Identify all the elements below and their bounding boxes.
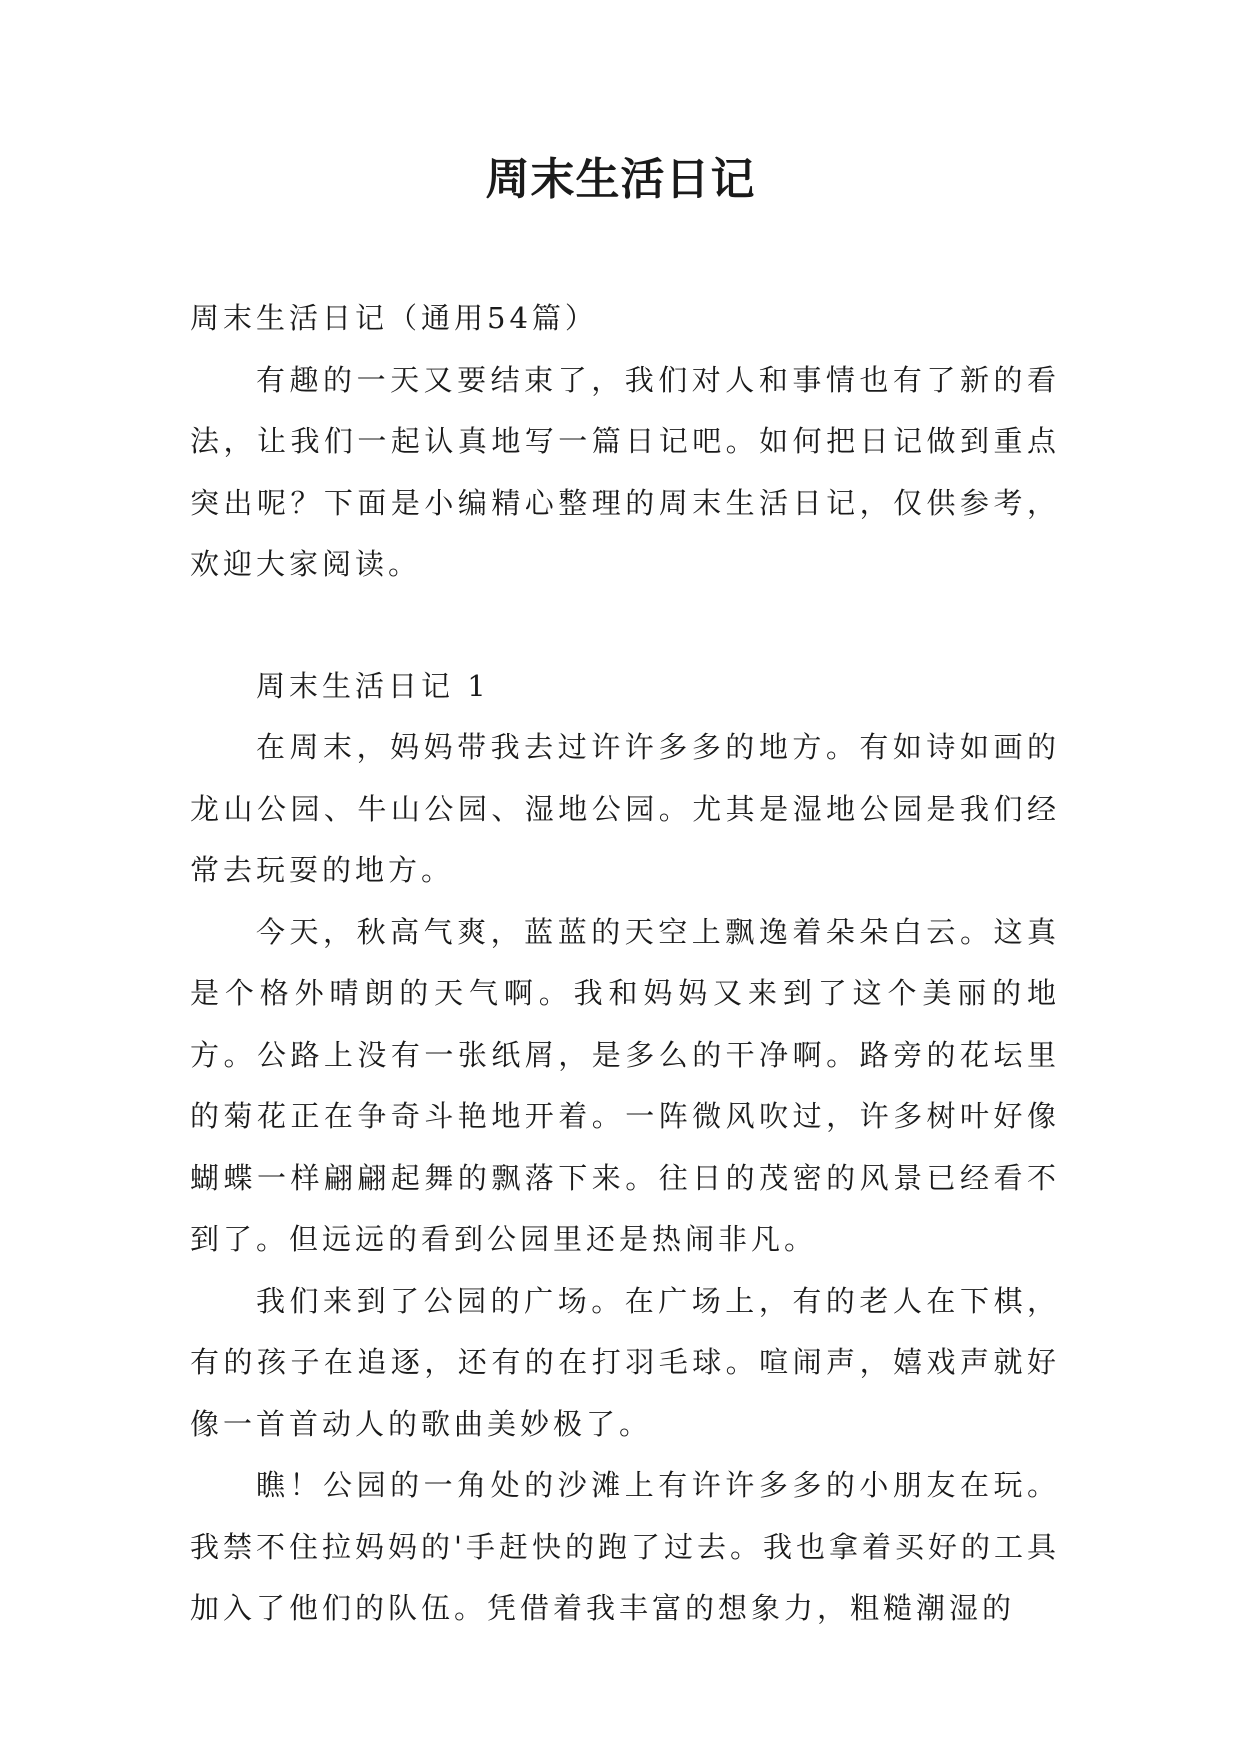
body-paragraph-2: 今天，秋高气爽，蓝蓝的天空上飘逸着朵朵白云。这真是个格外晴朗的天气啊。我和妈妈又来到了这个美丽的地方。公路上没有一张纸屑，是多么的干净啊。路旁的花坛里的菊花正在争奇斗艳地开着。一阵微风吹过，许多树叶好像蝴蝶一样翩翩起舞的飘落下来。往日的茂密的风景已经看不到了。但远远的看到公园里还是热闹非凡。 xyxy=(190,914,1060,1256)
document-body xyxy=(190,288,1060,1640)
section-gap xyxy=(190,596,1060,656)
section-heading: 周末生活日记 1 xyxy=(256,668,490,703)
body-paragraph-1: 在周末，妈妈带我去过许许多多的地方。有如诗如画的龙山公园、牛山公园、湿地公园。尤其是湿地公园是我们经常去玩耍的地方。 xyxy=(190,730,1060,887)
body-paragraph-3: 我们来到了公园的广场。在广场上，有的老人在下棋，有的孩子在追逐，还有的在打羽毛球。喧闹声，嬉戏声就好像一首首动人的歌曲美妙极了。 xyxy=(190,1283,1060,1441)
document-subtitle: 周末生活日记（通用54篇） xyxy=(190,301,598,335)
document-title: 周末生活日记 xyxy=(485,154,756,205)
intro-paragraph: 有趣的一天又要结束了，我们对人和事情也有了新的看法，让我们一起认真地写一篇日记吧。如何把日记做到重点突出呢？下面是小编精心整理的周末生活日记，仅供参考，欢迎大家阅读。 xyxy=(190,362,1060,581)
body-paragraph-4: 瞧！公园的一角处的沙滩上有许许多多的小朋友在玩。我禁不住拉妈妈的'手赶快的跑了过去。我也拿着买好的工具加入了他们的队伍。凭借着我丰富的想象力，粗糙潮湿的 xyxy=(190,1468,1060,1625)
